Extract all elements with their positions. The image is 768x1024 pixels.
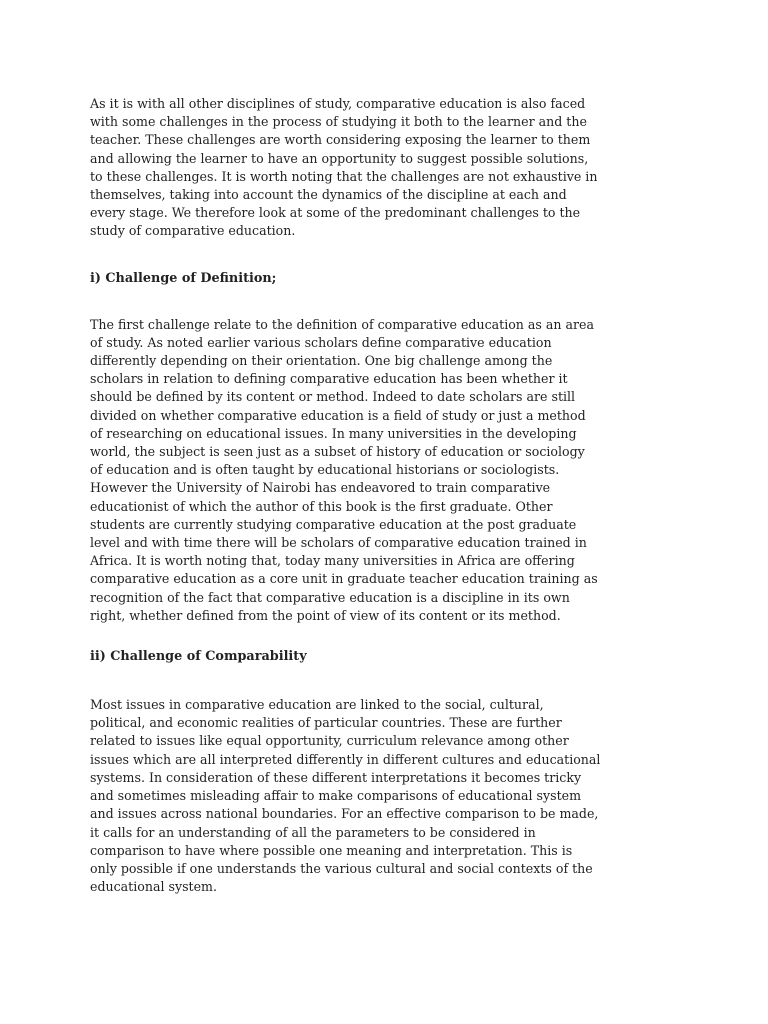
document-page bbox=[90, 95, 710, 896]
spacer bbox=[90, 288, 710, 316]
spacer bbox=[90, 241, 710, 270]
definition-paragraph: The first challenge relate to the definition of comparative education as an area of study. As noted earlier various scholars define comparative education differently depending on their orientation. One big challenge among the scholars in relation to defining comparative education has been whether it should be defined by its content or method. Indeed to date scholars are still divided on whether comparative education is a field of study or just a method of researching on educational issues. In many universities in the developing world, the subject is seen just as a subset of history of education or sociology of education and is often taught by educational historians or sociologists. However the University of Nairobi has endeavored to train comparative educationist of which the author of this book is the first graduate. Other students are currently studying comparative education at the post graduate level and with time there will be scholars of comparative education trained in Africa. It is worth noting that, today many universities in Africa are offering comparative education as a core unit in graduate teacher education training as recognition of the fact that comparative education is a discipline in its own right, whether defined from the point of view of its content or its method. bbox=[90, 316, 598, 623]
intro-paragraph: As it is with all other disciplines of study, comparative education is also faced with some challenges in the process of studying it both to the learner and the teacher. These challenges are worth considering exposing the learner to them and allowing the learner to have an opportunity to suggest possible solutions, to these challenges. It is worth noting that the challenges are not exhaustive in themselves, taking into account the dynamics of the discipline at each and every stage. We therefore look at some of the predominant challenges to the study of comparative education. bbox=[90, 96, 598, 239]
section-heading-definition: i) Challenge of Definition; bbox=[90, 270, 277, 286]
section-heading-comparability: ii) Challenge of Comparability bbox=[90, 649, 307, 665]
spacer bbox=[90, 625, 710, 648]
spacer bbox=[90, 666, 710, 696]
comparability-paragraph: Most issues in comparative education are linked to the social, cultural, political, and economic realities of particular countries. These are further related to issues like equal opportunity, curriculum relevance among other issues which are all interpreted differently in different cultures and educational systems. In consideration of these different interpretations it becomes tricky and sometimes misleading affair to make comparisons of educational system and issues across national boundaries. For an effective comparison to be made, it calls for an understanding of all the parameters to be considered in comparison to have where possible one meaning and interpretation. This is only possible if one understands the various cultural and social contexts of the educational system. bbox=[90, 697, 601, 895]
